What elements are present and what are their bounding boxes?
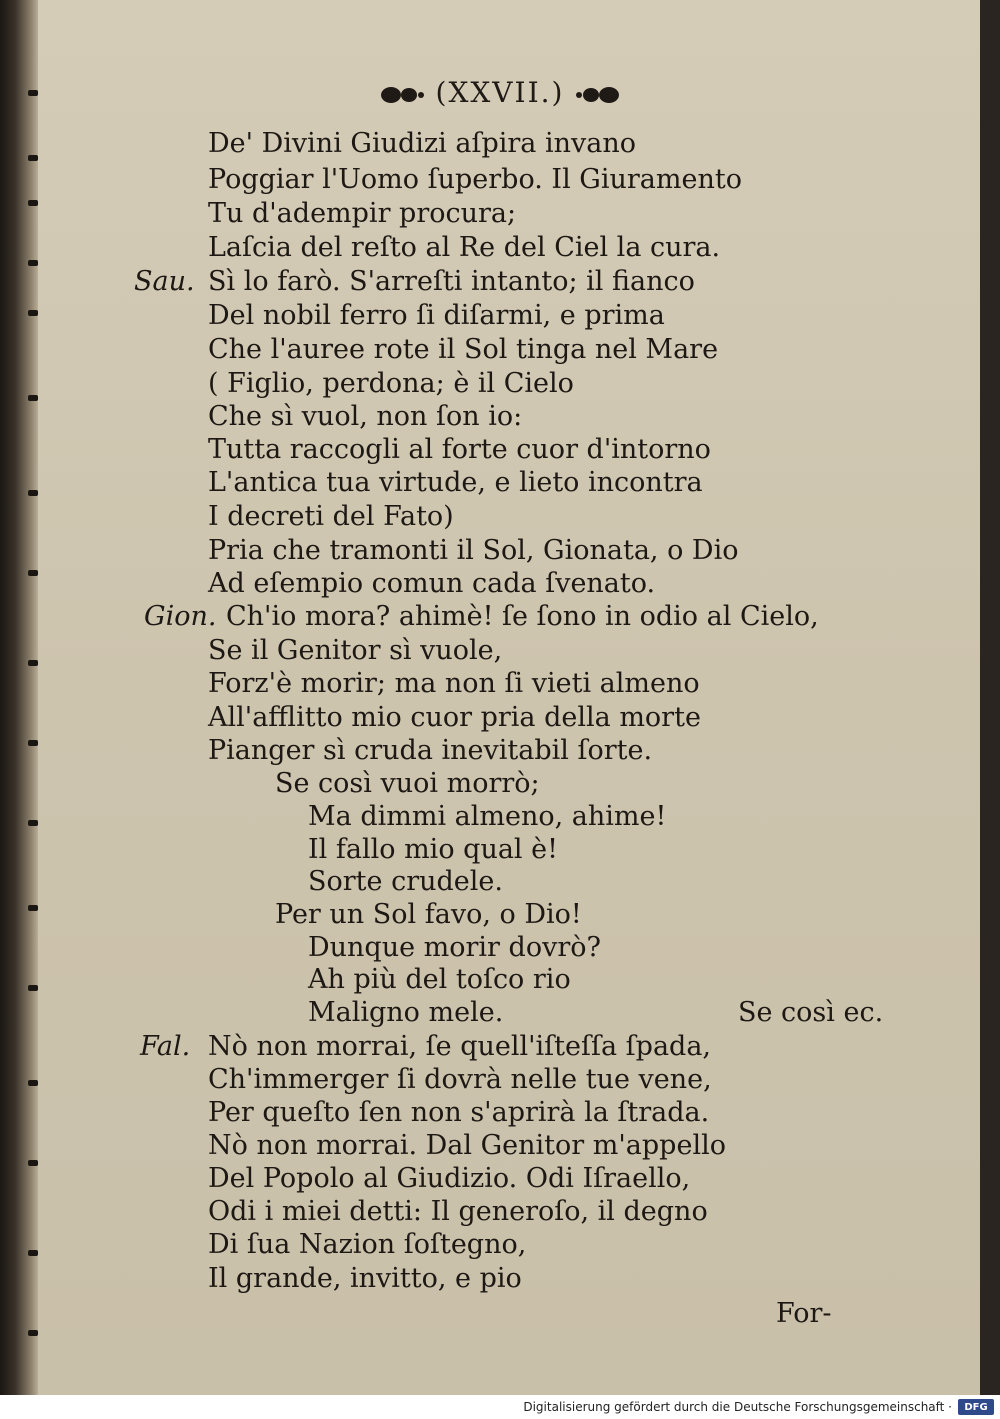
speaker-label: Fal. [140, 1031, 191, 1062]
right-ornament-icon [575, 84, 621, 106]
text-line: Per un Sol favo, o Dio! [275, 899, 582, 930]
book-binding [0, 0, 38, 1395]
text-line: Di ſua Nazion ſoſtegno, [208, 1229, 527, 1260]
dfg-logo-icon: DFG [958, 1399, 994, 1415]
digitization-footer [0, 1395, 1000, 1419]
text-line: Poggiar l'Uomo ſuperbo. Il Giuramento [208, 164, 742, 195]
text-line: Del Popolo al Giudizio. Odi Iſraello, [208, 1163, 691, 1194]
text-line: Per queſto ſen non s'aprirà la ſtrada. [208, 1097, 710, 1128]
text-line: Se il Genitor sì vuole, [208, 635, 503, 666]
text-line: Sorte crudele. [308, 866, 503, 897]
refrain-text: Se così ec. [738, 997, 884, 1028]
text-line: Che l'auree rote il Sol tinga nel Mare [208, 334, 719, 365]
text-line: L'antica tua virtude, e lieto incontra [208, 467, 703, 498]
text-line: I decreti del Fato) [208, 501, 454, 532]
text-line: Se così vuoi morrò; [275, 768, 540, 799]
text-line: Il grande, invitto, e pio [208, 1263, 522, 1294]
text-line: Ad eſempio comun cada ſvenato. [208, 568, 656, 599]
text-line: Tutta raccogli al forte cuor d'intorno [208, 434, 711, 465]
text-line: ( Figlio, perdona; è il Cielo [208, 368, 574, 399]
page-edge [980, 0, 1000, 1395]
text-line: Nò non morrai, ſe quell'iſteſſa ſpada, [208, 1031, 712, 1062]
page-header [0, 76, 1000, 109]
footer-text: Digitalisierung gefördert durch die Deutsche Forschungsgemeinschaft · [523, 1400, 952, 1414]
text-line: Forz'è morir; ma non ſi vieti almeno [208, 668, 700, 699]
text-line: All'afflitto mio cuor pria della morte [208, 702, 701, 733]
text-line: Ch'io mora? ahimè! ſe ſono in odio al Cielo, [226, 601, 819, 632]
speaker-label: Sau. [134, 266, 195, 297]
text-line: Ah più del toſco rio [308, 964, 571, 995]
text-line: Laſcia del reſto al Re del Ciel la cura. [208, 232, 721, 263]
text-line: Nò non morrai. Dal Genitor m'appello [208, 1130, 726, 1161]
speaker-label: Gion. [144, 601, 217, 632]
text-line: De' Divini Giudizi aſpira invano [208, 128, 636, 159]
text-line: Dunque morir dovrò? [308, 932, 601, 963]
text-line: Sì lo farò. S'arreſti intanto; il fianco [208, 266, 695, 297]
text-line: Pianger sì cruda inevitabil ſorte. [208, 735, 653, 766]
text-line: Maligno mele. [308, 997, 504, 1028]
text-line: Pria che tramonti il Sol, Gionata, o Dio [208, 535, 739, 566]
left-ornament-icon [379, 84, 425, 106]
text-line: Ma dimmi almeno, ahime! [308, 801, 667, 832]
text-line: Tu d'adempir procura; [208, 198, 517, 229]
text-line: Odi i miei detti: Il generoſo, il degno [208, 1196, 708, 1227]
page-number: (XXVII.) [435, 76, 565, 109]
text-line: Ch'immerger ſi dovrà nelle tue vene, [208, 1064, 712, 1095]
text-line: Che sì vuol, non ſon io: [208, 401, 523, 432]
text-line: Il fallo mio qual è! [308, 834, 558, 865]
text-line: Del nobil ferro ſi diſarmi, e prima [208, 300, 665, 331]
catchword: For- [776, 1298, 832, 1329]
